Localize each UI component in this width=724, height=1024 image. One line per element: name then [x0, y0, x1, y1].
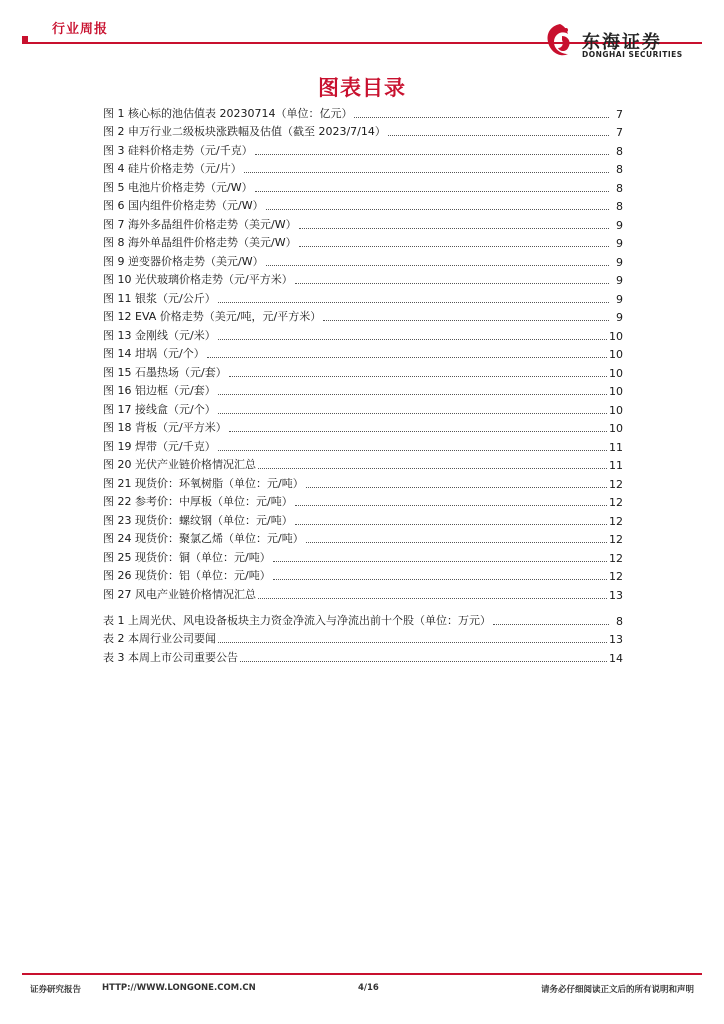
toc-entry-title: 图 18 背板（元/平方米）	[103, 421, 227, 434]
toc-dot-leader	[266, 208, 609, 210]
toc-entry[interactable]	[103, 139, 623, 158]
toc-entry[interactable]	[103, 324, 623, 343]
toc-entry-title: 图 6 国内组件价格走势（元/W）	[103, 199, 264, 212]
toc-entry[interactable]	[103, 546, 623, 565]
page-footer	[30, 983, 694, 999]
toc-dot-leader	[207, 356, 607, 358]
toc-dot-leader	[218, 301, 609, 303]
toc-entry-page: 10	[609, 348, 623, 361]
toc-entry-page: 13	[609, 588, 623, 602]
footer-rule	[22, 973, 702, 975]
toc-entry[interactable]	[103, 491, 623, 510]
toc-entry-page: 10	[609, 366, 623, 380]
toc-entry-title: 图 24 现货价：聚氯乙烯（单位：元/吨）	[103, 532, 304, 545]
toc-entry[interactable]	[103, 565, 623, 584]
toc-entry-title: 图 25 现货价：铜（单位：元/吨）	[103, 550, 271, 564]
footer-website-link[interactable]: HTTP://WWW.LONGONE.COM.CN	[102, 983, 256, 993]
toc-dot-leader	[295, 504, 607, 506]
toc-dot-leader	[255, 153, 609, 155]
toc-entry[interactable]	[103, 232, 623, 251]
toc-entry-page: 9	[616, 292, 623, 306]
toc-dot-leader	[306, 541, 607, 543]
toc-dot-leader	[273, 560, 607, 562]
toc-entry-page: 9	[616, 311, 623, 324]
toc-entry-title: 图 13 金刚线（元/米）	[103, 328, 216, 342]
toc-dot-leader	[299, 227, 609, 229]
toc-entry[interactable]	[103, 158, 623, 177]
toc-entry[interactable]	[103, 398, 623, 417]
toc-entry-page: 12	[609, 570, 623, 583]
toc-dot-leader	[295, 523, 607, 525]
toc-entry-page: 9	[616, 237, 623, 250]
toc-entry-title: 表 2 本周行业公司要闻	[103, 632, 216, 645]
toc-entry-title: 图 7 海外多晶组件价格走势（美元/W）	[103, 217, 297, 231]
page-header	[22, 14, 702, 59]
toc-entry-title: 图 22 参考价：中厚板（单位：元/吨）	[103, 495, 293, 508]
toc-entry-page: 9	[616, 255, 623, 269]
toc-dot-leader	[229, 430, 607, 432]
toc-entry-page: 8	[616, 181, 623, 195]
toc-entry-title: 图 4 硅片价格走势（元/片）	[103, 162, 242, 175]
toc-entry[interactable]	[103, 176, 623, 195]
toc-dot-leader	[218, 338, 607, 340]
toc-entry-page: 10	[609, 403, 623, 417]
toc-entry-title: 图 23 现货价：螺纹钢（单位：元/吨）	[103, 513, 293, 527]
toc-dot-leader	[266, 264, 609, 266]
toc-entry-page: 12	[609, 477, 623, 491]
toc-dot-leader	[258, 597, 607, 599]
toc-entry-title: 图 20 光伏产业链价格情况汇总	[103, 458, 256, 471]
toc-entry-page: 14	[609, 651, 623, 665]
toc-entry-title: 图 8 海外单晶组件价格走势（美元/W）	[103, 236, 297, 249]
toc-entry-page: 11	[609, 440, 623, 454]
toc-entry[interactable]	[103, 583, 623, 602]
toc-title: 图表目录	[318, 76, 406, 100]
footer-report-label: 证券研究报告	[30, 985, 82, 995]
figure-list	[103, 102, 623, 602]
page-number: 4/16	[358, 983, 379, 993]
toc-entry-page: 8	[616, 614, 623, 628]
dragon-logo-icon	[542, 20, 578, 64]
logo-english-name: DONGHAI SECURITIES	[582, 50, 683, 59]
toc-dot-leader	[299, 245, 609, 247]
logo-chinese-name: 东海证券	[582, 32, 662, 53]
toc-entry-title: 图 2 申万行业二级板块涨跌幅及估值（截至 2023/7/14）	[103, 125, 386, 138]
toc-entry-title: 图 21 现货价：环氧树脂（单位：元/吨）	[103, 476, 304, 490]
toc-entry[interactable]	[103, 472, 623, 491]
toc-entry-page: 8	[616, 163, 623, 176]
toc-entry-page: 12	[609, 496, 623, 509]
toc-entry-page: 7	[616, 126, 623, 139]
toc-entry[interactable]	[103, 435, 623, 454]
toc-entry[interactable]	[103, 213, 623, 232]
toc-entry-page: 13	[609, 633, 623, 646]
toc-dot-leader	[388, 134, 609, 136]
toc-entry-title: 表 3 本周上市公司重要公告	[103, 650, 238, 664]
toc-entry-page: 8	[616, 144, 623, 158]
toc-entry-page: 12	[609, 514, 623, 528]
toc-entry-page: 11	[609, 459, 623, 472]
toc-entry-title: 图 1 核心标的池估值表 20230714（单位：亿元）	[103, 106, 353, 120]
toc-entry-page: 12	[609, 551, 623, 565]
toc-dot-leader	[493, 623, 609, 625]
toc-entry[interactable]	[103, 269, 623, 288]
toc-dot-leader	[218, 641, 607, 643]
toc-entry[interactable]	[103, 528, 623, 547]
toc-entry[interactable]	[103, 195, 623, 214]
table-list	[103, 609, 623, 665]
toc-dot-leader	[354, 116, 609, 118]
toc-entry-title: 图 27 风电产业链价格情况汇总	[103, 587, 256, 601]
footer-disclaimer: 请务必仔细阅读正文后的所有说明和声明	[540, 985, 694, 995]
toc-dot-leader	[258, 467, 607, 469]
toc-entry-title: 图 11 银浆（元/公斤）	[103, 291, 216, 305]
toc-entry-title: 图 17 接线盒（元/个）	[103, 402, 216, 416]
toc-entry[interactable]	[103, 361, 623, 380]
toc-dot-leader	[295, 282, 609, 284]
toc-entry-title: 图 9 逆变器价格走势（美元/W）	[103, 254, 264, 268]
toc-dot-leader	[244, 171, 609, 173]
toc-entry[interactable]	[103, 121, 623, 140]
toc-entry-page: 10	[609, 329, 623, 343]
toc-dot-leader	[323, 319, 609, 321]
toc-entry-title: 图 26 现货价：铝（单位：元/吨）	[103, 569, 271, 582]
toc-entry[interactable]	[103, 646, 623, 665]
toc-entry[interactable]	[103, 343, 623, 362]
toc-dot-leader	[229, 375, 607, 377]
toc-dot-leader	[218, 393, 607, 395]
toc-dot-leader	[255, 190, 609, 192]
toc-entry[interactable]	[103, 628, 623, 647]
toc-entry[interactable]	[103, 609, 623, 628]
toc-entry[interactable]	[103, 250, 623, 269]
toc-entry[interactable]	[103, 102, 623, 121]
toc-entry[interactable]	[103, 509, 623, 528]
toc-entry-page: 7	[616, 107, 623, 121]
toc-entry[interactable]	[103, 417, 623, 436]
company-logo	[542, 20, 702, 64]
toc-entry-page: 9	[616, 218, 623, 232]
toc-entry-page: 9	[616, 274, 623, 287]
toc-dot-leader	[306, 486, 607, 488]
toc-entry[interactable]	[103, 287, 623, 306]
toc-dot-leader	[218, 449, 607, 451]
toc-entry-title: 图 3 硅料价格走势（元/千克）	[103, 143, 253, 157]
toc-entry-page: 10	[609, 422, 623, 435]
toc-entry-page: 8	[616, 200, 623, 213]
report-type-tag: 行业周报	[52, 22, 109, 37]
toc-entry-title: 表 1 上周光伏、风电设备板块主力资金净流入与净流出前十个股（单位：万元）	[103, 613, 491, 627]
toc-dot-leader	[240, 660, 607, 662]
toc-entry-title: 图 14 坩埚（元/个）	[103, 347, 205, 360]
toc-entry[interactable]	[103, 454, 623, 473]
toc-entry-title: 图 10 光伏玻璃价格走势（元/平方米）	[103, 273, 293, 286]
toc-entry-page: 12	[609, 533, 623, 546]
toc-entry-title: 图 12 EVA 价格走势（美元/吨，元/平方米）	[103, 310, 322, 323]
toc-entry-title: 图 16 铝边框（元/套）	[103, 384, 216, 397]
toc-entry-title: 图 15 石墨热场（元/套）	[103, 365, 227, 379]
toc-entry-title: 图 19 焊带（元/千克）	[103, 439, 216, 453]
toc-entry[interactable]	[103, 306, 623, 325]
toc-entry[interactable]	[103, 380, 623, 399]
toc-entry-title: 图 5 电池片价格走势（元/W）	[103, 180, 253, 194]
toc-dot-leader	[218, 412, 607, 414]
toc-dot-leader	[273, 578, 607, 580]
toc-entry-page: 10	[609, 385, 623, 398]
